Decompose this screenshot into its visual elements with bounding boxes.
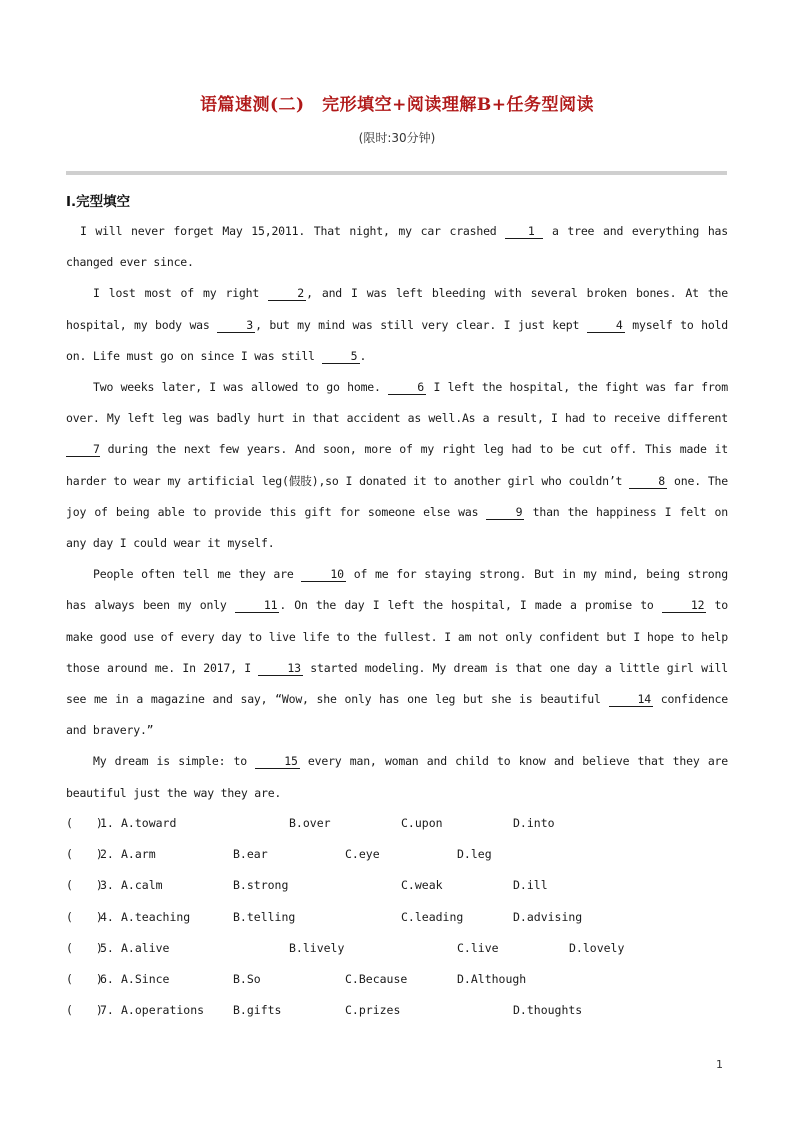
- question-row: [66, 933, 728, 964]
- option-b[interactable]: B.telling: [233, 909, 296, 924]
- question-row: [66, 995, 728, 1026]
- question-number: 5.: [100, 940, 114, 955]
- option-c[interactable]: C.prizes: [345, 1003, 401, 1018]
- question-row: [66, 808, 728, 839]
- option-b[interactable]: B.ear: [233, 847, 268, 862]
- blank-6[interactable]: 6: [388, 381, 426, 395]
- question-row: [66, 870, 728, 901]
- option-b[interactable]: B.strong: [233, 878, 289, 893]
- option-d[interactable]: D.advising: [513, 909, 583, 924]
- option-d[interactable]: D.lovely: [569, 940, 625, 955]
- option-a[interactable]: A.arm: [121, 847, 156, 862]
- blank-2[interactable]: 2: [268, 287, 306, 301]
- blank-4[interactable]: 4: [587, 319, 625, 333]
- option-a[interactable]: A.calm: [121, 878, 163, 893]
- option-a[interactable]: A.toward: [121, 816, 177, 830]
- section-heading: Ⅰ.完型填空: [66, 194, 131, 210]
- divider: [66, 171, 727, 175]
- option-c[interactable]: C.upon: [401, 816, 443, 830]
- blank-11[interactable]: 11: [235, 599, 279, 613]
- paragraph-3: Two weeks later, I was allowed to go home. 6 I left the hospital, the fight was far from over. My left leg was badly hurt in that accident as well.As a result, I had to receive different 7 during the next few years. And soon, more of my right leg had to be cut off. This made it harder to wear my artificial leg(假肢),so I donated it to another girl who couldn’t 8 one. The joy of being able to provide this gift for someone else was 9 than the happiness I felt on any day I could wear it myself.: [66, 380, 728, 551]
- blank-8[interactable]: 8: [629, 475, 667, 489]
- question-number: 4.: [100, 909, 114, 924]
- option-c[interactable]: C.weak: [401, 878, 443, 893]
- option-a[interactable]: A.operations: [121, 1003, 205, 1018]
- blank-10[interactable]: 10: [301, 568, 345, 582]
- question-row: [66, 839, 728, 870]
- blank-1[interactable]: 1: [505, 225, 543, 239]
- option-b[interactable]: B.So: [233, 971, 261, 986]
- blank-12[interactable]: 12: [662, 599, 706, 613]
- question-number: 6.: [100, 971, 114, 986]
- paragraph-5: My dream is simple: to 15 every man, woman and child to know and believe that they are beautiful just the way they are.: [66, 754, 728, 800]
- answer-bracket[interactable]: ( ): [66, 816, 103, 830]
- option-c[interactable]: C.leading: [401, 909, 464, 924]
- blank-13[interactable]: 13: [258, 662, 302, 676]
- option-a[interactable]: A.alive: [121, 940, 170, 955]
- answer-bracket[interactable]: ( ): [66, 971, 103, 986]
- question-number: 3.: [100, 878, 114, 893]
- option-b[interactable]: B.lively: [289, 940, 345, 955]
- blank-15[interactable]: 15: [255, 755, 299, 769]
- blank-9[interactable]: 9: [486, 506, 524, 520]
- answer-bracket[interactable]: ( ): [66, 878, 103, 893]
- option-a[interactable]: A.Since: [121, 971, 170, 986]
- blank-5[interactable]: 5: [322, 350, 360, 364]
- question-row: [66, 902, 728, 933]
- option-c[interactable]: C.eye: [345, 847, 380, 862]
- paragraph-1: I will never forget May 15,2011. That night, my car crashed 1 a tree and everything has changed ever since.: [66, 224, 728, 270]
- option-d[interactable]: D.leg: [457, 847, 492, 862]
- blank-3[interactable]: 3: [217, 319, 255, 333]
- blank-7[interactable]: 7: [66, 443, 100, 457]
- option-b[interactable]: B.gifts: [233, 1003, 282, 1018]
- answer-bracket[interactable]: ( ): [66, 909, 103, 924]
- answer-bracket[interactable]: ( ): [66, 847, 103, 862]
- question-row: [66, 964, 728, 995]
- question-number: 1.: [100, 816, 114, 830]
- paragraph-4: People often tell me they are 10 of me for staying strong. But in my mind, being strong has always been my only 11 . On the day I left the hospital, I made a promise to 12 to make good use of every day to live life to the fullest. I am not only confident but I hope to help those around me. In 2017, I 13 started modeling. My dream is that one day a little girl will see me in a magazine and say, “Wow, she only has one leg but she is beautiful 14 confidence and bravery.”: [66, 567, 728, 738]
- option-c[interactable]: C.live: [457, 940, 499, 955]
- question-number: 2.: [100, 847, 114, 862]
- option-d[interactable]: D.ill: [513, 878, 548, 893]
- answer-bracket[interactable]: ( ): [66, 940, 103, 955]
- answer-bracket[interactable]: ( ): [66, 1003, 103, 1018]
- option-c[interactable]: C.Because: [345, 971, 408, 986]
- paragraph-2: I lost most of my right 2 , and I was left bleeding with several broken bones. At the hospital, my body was 3 , but my mind was still very clear. I just kept 4 myself to hold on. Life must go on since I was still 5 .: [66, 286, 729, 363]
- option-d[interactable]: D.Although: [457, 971, 527, 986]
- page-title: 语篇速测(二) 完形填空+阅读理解B+任务型阅读: [200, 95, 594, 115]
- option-d[interactable]: D.thoughts: [513, 1003, 583, 1018]
- option-b[interactable]: B.over: [289, 816, 331, 830]
- option-d[interactable]: D.into: [513, 816, 555, 830]
- question-number: 7.: [100, 1003, 114, 1018]
- page-number: 1: [716, 1058, 723, 1071]
- time-limit: (限时:30分钟): [358, 131, 436, 145]
- cloze-passage: [66, 216, 728, 809]
- blank-14[interactable]: 14: [609, 693, 653, 707]
- option-a[interactable]: A.teaching: [121, 909, 191, 924]
- answer-options: [66, 808, 728, 1026]
